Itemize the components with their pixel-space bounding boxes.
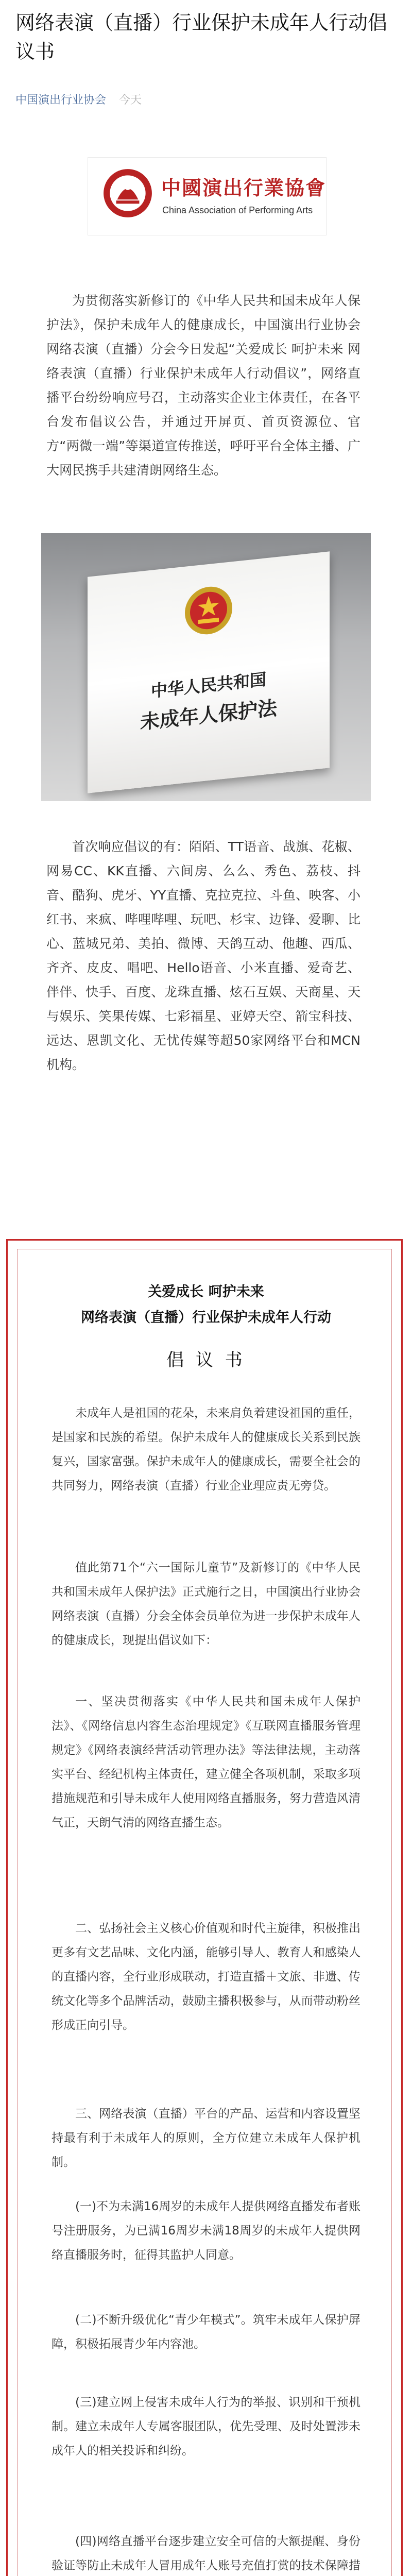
publish-time: 今天 (119, 94, 142, 107)
proposal-heading-slogan: 关爱成长 呵护未来 (148, 1284, 264, 1300)
law-book (88, 551, 330, 793)
proposal-paragraph-9: (四)网络直播平台逐步建立安全可信的大额提醒、身份验证等防止未成年人冒用成年人账号充值打赏的技术保障措 (52, 2535, 360, 2572)
proposal-paragraph-6: (一)不为未满16周岁的未成年人提供网络直播发布者账号注册服务，为已满16周岁未满18周岁的未成年人提供网络直播服务时，征得其监护人同意。 (52, 2200, 360, 2262)
proposal-heading-subject: 网络表演（直播）行业保护未成年人行动 (81, 1310, 331, 1326)
article-meta (15, 93, 142, 108)
source-link[interactable]: 中国演出行业协会 (15, 94, 107, 107)
logo-english-name: China Association of Performing Arts (162, 205, 313, 215)
article-title: 网络表演（直播）行业保护未成年人行动倡议书 (15, 11, 388, 63)
national-emblem-icon (183, 582, 234, 639)
proposal-paragraph-2: 值此第71个“六一国际儿童节”及新修订的《中华人民共和国未成年人保护法》正式施行之日，中国演出行业协会网络表演（直播）分会全体会员单位为进一步保护未成年人的健康成长，现提出倡议如下： (52, 1561, 360, 1647)
proposal-paragraph-1: 未成年人是祖国的花朵，未来肩负着建设祖国的重任，是国家和民族的希望。保护未成年人的健康成长关系到民族复兴，国家富强。保护未成年人的健康成长，需要全社会的共同努力，网络表演（直播）行业企业理应责无旁贷。 (52, 1406, 360, 1493)
book-title-line-1: 中华人民共和国 (150, 669, 266, 701)
proposal-paragraph-8: (三)建立网上侵害未成年人行为的举报、识别和干预机制。建立未成年人专属客服团队，优先受理、及时处置涉未成年人的相关投诉和纠纷。 (52, 2396, 360, 2458)
intro-paragraph-2: 首次响应倡议的有：陌陌、TT语音、战旗、花椒、网易CC、KK直播、六间房、么么、秀色、荔枝、抖音、酷狗、虎牙、YY直播、克拉克拉、斗鱼、映客、小红书、来疯、哔哩哔哩、玩吧、杉宝、边锋、爱聊、比心、蓝城兄弟、美拍、微博、天鸽互动、他趣、西瓜、齐齐、皮皮、唱吧、Hello语音、小米直播、爱奇艺、伴伴、快手、百度、龙珠直播、炫石互娱、天商星、天与娱乐、笑果传媒、七彩福星、亚婷天空、箭宝科技、远达、恩凯文化、无忧传媒等超50家网络平台和MCN机构。 (46, 839, 360, 1072)
proposal-paragraph-7: (二)不断升级优化“青少年模式”。筑牢未成年人保护屏障，积极拓展青少年内容池。 (52, 2313, 360, 2351)
proposal-heading-title: 倡 议 书 (166, 1350, 246, 1370)
association-emblem-icon (101, 167, 154, 219)
book-title-line-2: 未成年人保护法 (140, 696, 277, 734)
logo-chinese-name: 中國演出行業協會 (161, 176, 327, 199)
association-logo (88, 157, 327, 235)
law-book-photo (41, 533, 371, 801)
proposal-paragraph-5: 三、网络表演（直播）平台的产品、运营和内容设置坚持最有利于未成年人的原则，全方位建立未成年人保护机制。 (52, 2107, 360, 2169)
proposal-paragraph-3: 一、坚决贯彻落实《中华人民共和国未成年人保护法》、《网络信息内容生态治理规定》《互联网直播服务管理规定》《网络表演经营活动管理办法》等法律法规，主动落实平台、经纪机构主体责任，建立健全各项机制，采取多项措施规范和引导未成年人使用网络直播服务，努力营造风清气正，天朗气清的网络直播生态。 (52, 1695, 360, 1829)
proposal-paragraph-4: 二、弘扬社会主义核心价值观和时代主旋律，积极推出更多有文艺品味、文化内涵，能够引导人、教育人和感染人的直播内容，全行业形成联动，打造直播＋文旅、非遗、传统文化等多个品牌活动，鼓励主播积极参与，从而带动粉丝形成正向引导。 (52, 1922, 360, 2032)
intro-paragraph-1: 为贯彻落实新修订的《中华人民共和国未成年人保护法》，保护未成年人的健康成长，中国演出行业协会网络表演（直播）分会今日发起“关爱成长 呵护未来 网络表演（直播）行业保护未成年人行动倡议”，网络直播平台纷纷响应号召，主动落实企业主体责任，在各平台发布倡议公告，并通过开屏页、首页资源位、官方“两微一端”等渠道宣传推送，呼吁平台全体主播、广大网民携手共建清朗网络生态。 (46, 293, 360, 478)
